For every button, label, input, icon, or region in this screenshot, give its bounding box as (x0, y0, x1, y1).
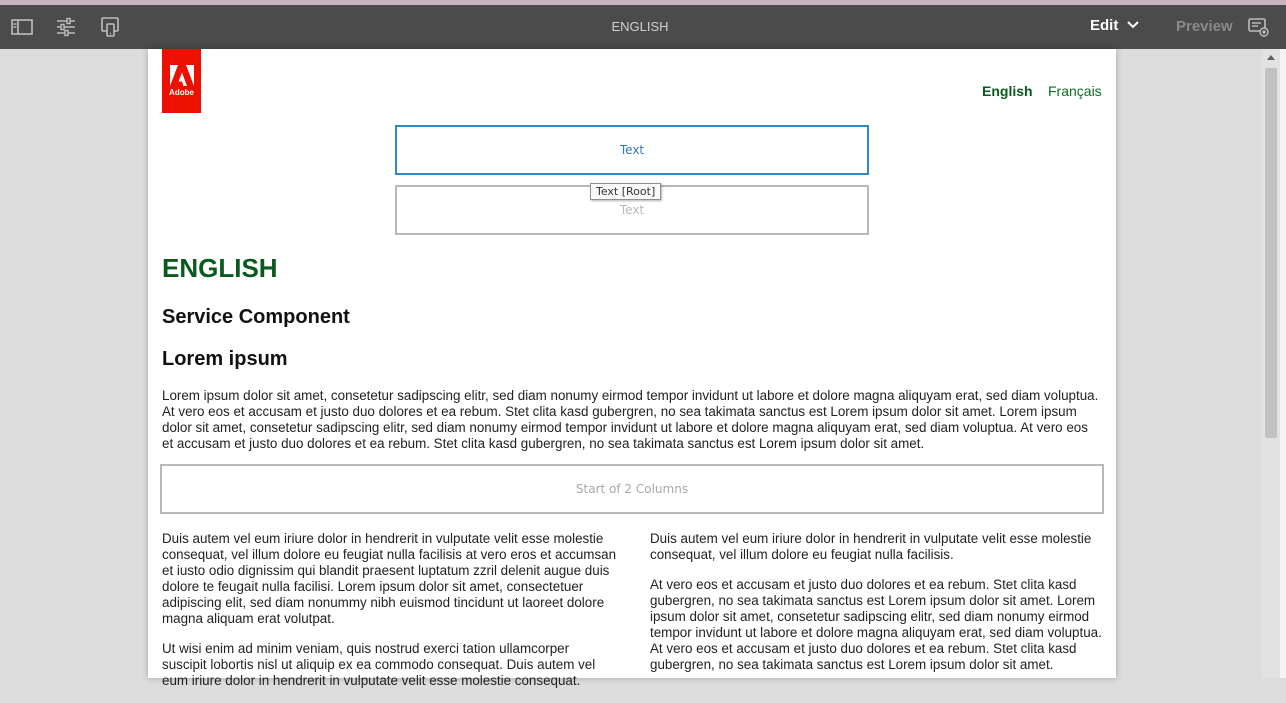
section-heading-lorem: Lorem ipsum (162, 348, 288, 370)
logo-text: Adobe (169, 88, 194, 97)
adobe-logo (162, 49, 201, 113)
emulator-icon[interactable] (98, 14, 122, 40)
scrollbar-thumb[interactable] (1265, 68, 1277, 438)
left-column (162, 531, 617, 703)
right-column-paragraph: Duis autem vel eum iriure dolor in hendrerit in vulputate velit esse molestie consequat, vel illum dolore eu feugiat nulla facilisis. (650, 531, 1092, 562)
page-title: ENGLISH (611, 19, 669, 34)
component-tooltip: Text [Root] (590, 183, 661, 200)
preview-button[interactable]: Preview (1176, 18, 1233, 35)
window-edge (1280, 49, 1286, 678)
section-heading-service: Service Component (162, 306, 350, 328)
page-properties-icon[interactable] (54, 14, 78, 40)
editor-toolbar (0, 5, 1286, 49)
text-component[interactable]: Text (395, 185, 869, 235)
language-link-english[interactable]: English (982, 83, 1033, 99)
annotate-icon[interactable] (1246, 14, 1270, 40)
intro-paragraph: Lorem ipsum dolor sit amet, consetetur sadipscing elitr, sed diam nonumy eirmod tempor invidunt ut labore et dolore magna aliquyam erat, sed diam voluptua. At vero eos et accusam et justo duo dolores et ea rebum. Stet clita kasd gubergren, no sea takimata sanctus est Lorem ipsum dolor sit amet. Lorem ipsum dolor sit amet, consetetur sadipscing elitr, sed diam nonumy eirmod tempor invidunt ut labore et dolore magna aliquyam erat, sed diam voluptua. At vero eos et accusam et justo duo dolores et ea rebum. Stet clita kasd gubergren, no sea takimata sanctus est Lorem ipsum dolor sit amet. (162, 388, 1099, 451)
edit-mode-dropdown[interactable] (1090, 17, 1140, 34)
right-column (650, 531, 1102, 687)
adobe-logo-icon (170, 65, 194, 87)
columns-placeholder[interactable]: Start of 2 Columns (160, 464, 1104, 514)
page-heading: ENGLISH (162, 253, 278, 283)
chevron-down-icon (1126, 17, 1140, 34)
page-canvas (148, 49, 1116, 688)
language-link-francais[interactable]: Français (1048, 83, 1102, 99)
side-panel-icon[interactable] (10, 14, 34, 40)
edit-mode-label: Edit (1090, 17, 1119, 34)
scroll-up-arrow-icon[interactable] (1262, 51, 1280, 63)
left-column-paragraph: Ut wisi enim ad minim veniam, quis nostrud exerci tation ullamcorper suscipit lobortis nisl ut aliquip ex ea commodo consequat. Duis autem vel eum iriure dolor in hendrerit in vulputate velit esse molestie consequat. (162, 641, 596, 688)
vertical-scrollbar[interactable] (1262, 49, 1280, 678)
left-column-paragraph: Duis autem vel eum iriure dolor in hendrerit in vulputate velit esse molestie consequat, vel illum dolore eu feugiat nulla facilisis at vero eros et accumsan et iusto odio dignissim qui blandit praesent luptatum zzril delenit augue duis dolore te feugait nulla facilisi. Lorem ipsum dolor sit amet, consectetuer adipiscing elit, sed diam nonummy nibh euismod tincidunt ut laoreet dolore magna aliquam erat volutpat. (162, 531, 617, 626)
right-column-paragraph: At vero eos et accusam et justo duo dolores et ea rebum. Stet clita kasd gubergren, no sea takimata sanctus est Lorem ipsum dolor sit amet. Lorem ipsum dolor sit amet, consetetur sadipscing elitr, sed diam nonumy eirmod tempor invidunt ut labore et dolore magna aliquyam erat, sed diam voluptua. At vero eos et accusam et justo duo dolores et ea rebum. Stet clita kasd gubergren, no sea takimata sanctus est Lorem ipsum dolor sit amet. (650, 577, 1102, 672)
text-component-selected[interactable]: Text (395, 125, 869, 175)
